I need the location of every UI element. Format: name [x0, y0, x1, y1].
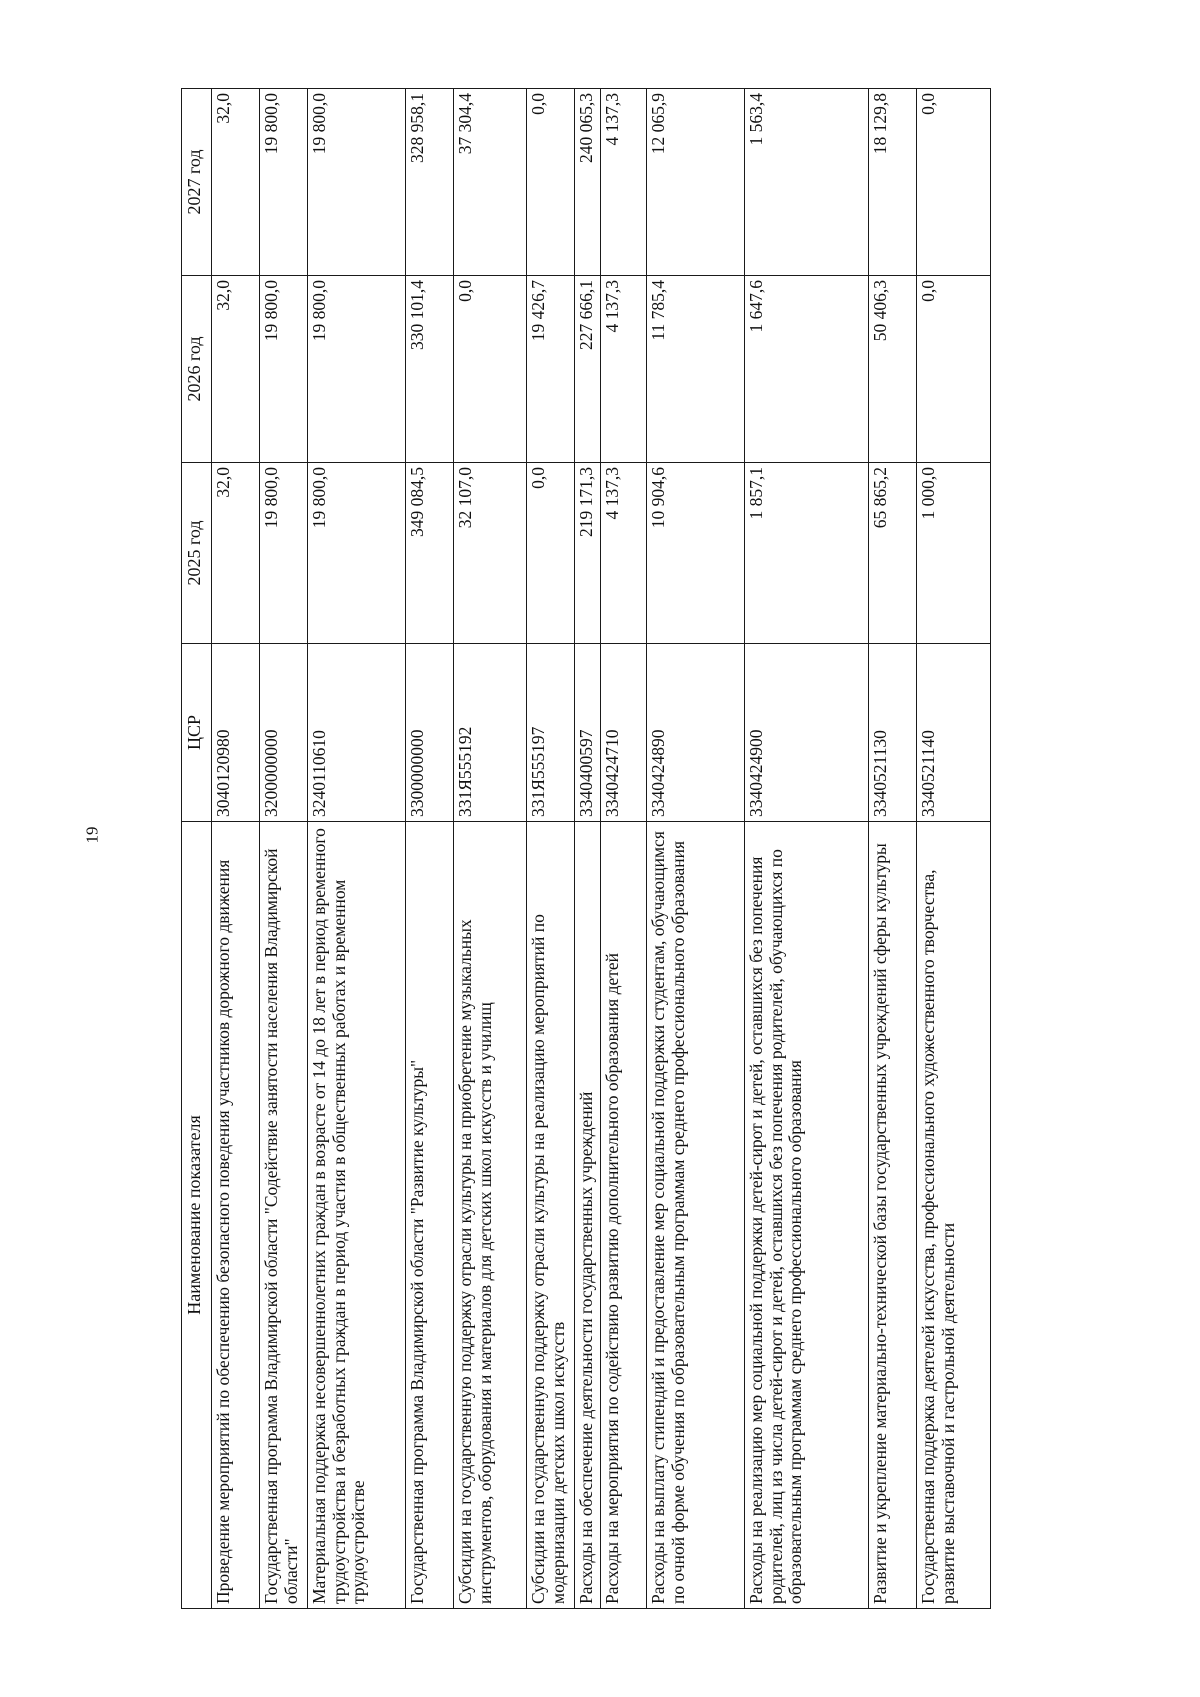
row-2025: 19 800,0: [260, 463, 308, 644]
row-2027: 18 129,8: [869, 89, 917, 276]
row-2026: 11 785,4: [647, 276, 745, 463]
row-name: Государственная программа Владимирской области "Развитие культуры": [406, 822, 454, 1609]
row-name: Развитие и укрепление материально-технической базы государственных учреждений сферы культуры: [869, 822, 917, 1609]
row-name: Расходы на выплату стипендий и предоставление мер социальной поддержки студентам, обучающимся по очной форме обучения по образовательным программам среднего профессионального образования: [647, 822, 745, 1609]
row-2027: 0,0: [917, 89, 991, 276]
row-2025: 10 904,6: [647, 463, 745, 644]
row-2025: 349 084,5: [406, 463, 454, 644]
row-code: 3200000000: [260, 644, 308, 822]
row-code: 3340424900: [745, 644, 869, 822]
row-2025: 219 171,3: [575, 463, 601, 644]
header-2025: 2025 год: [182, 463, 212, 644]
table-row: [308, 89, 406, 1609]
row-2027: 0,0: [527, 89, 575, 276]
header-2027: 2027 год: [182, 89, 212, 276]
row-2027: 37 304,4: [454, 89, 527, 276]
row-2025: 65 865,2: [869, 463, 917, 644]
row-2025: 32 107,0: [454, 463, 527, 644]
row-2025: 19 800,0: [308, 463, 406, 644]
row-2026: 1 647,6: [745, 276, 869, 463]
row-2025: 32,0: [212, 463, 260, 644]
row-2026: 50 406,3: [869, 276, 917, 463]
row-code: 3340521130: [869, 644, 917, 822]
table-row: [454, 89, 527, 1609]
row-2027: 19 800,0: [260, 89, 308, 276]
row-2025: 4 137,3: [601, 463, 647, 644]
row-name: Расходы на обеспечение деятельности государственных учреждений: [575, 822, 601, 1609]
row-code: 3300000000: [406, 644, 454, 822]
row-2025: 1 857,1: [745, 463, 869, 644]
header-code: ЦСР: [182, 644, 212, 822]
row-2025: 1 000,0: [917, 463, 991, 644]
row-2027: 1 563,4: [745, 89, 869, 276]
row-2027: 19 800,0: [308, 89, 406, 276]
table-row: [917, 89, 991, 1609]
table-row: [601, 89, 647, 1609]
row-code: 331Я555197: [527, 644, 575, 822]
row-2026: 19 426,7: [527, 276, 575, 463]
row-name: Субсидии на государственную поддержку отрасли культуры на реализацию мероприятий по модернизации детских школ искусств: [527, 822, 575, 1609]
row-code: 3340424890: [647, 644, 745, 822]
row-code: 331Я555192: [454, 644, 527, 822]
row-code: 3340400597: [575, 644, 601, 822]
row-2027: 4 137,3: [601, 89, 647, 276]
page-number: 19: [82, 826, 102, 844]
rotated-table-container: [181, 89, 991, 1609]
row-2027: 32,0: [212, 89, 260, 276]
table-row: [406, 89, 454, 1609]
row-2026: 330 101,4: [406, 276, 454, 463]
table-row: [260, 89, 308, 1609]
table-header-row: [182, 89, 212, 1609]
row-name: Субсидии на государственную поддержку отрасли культуры на приобретение музыкальных инструментов, оборудования и материалов для детских школ искусств и училищ: [454, 822, 527, 1609]
table-row: [745, 89, 869, 1609]
header-2026: 2026 год: [182, 276, 212, 463]
row-2026: 227 666,1: [575, 276, 601, 463]
table-row: [575, 89, 601, 1609]
row-code: 3340424710: [601, 644, 647, 822]
row-code: 3340521140: [917, 644, 991, 822]
row-2027: 328 958,1: [406, 89, 454, 276]
row-2027: 12 065,9: [647, 89, 745, 276]
row-code: 3240110610: [308, 644, 406, 822]
row-name: Государственная программа Владимирской области "Содействие занятости населения Владимирской области": [260, 822, 308, 1609]
row-2026: 32,0: [212, 276, 260, 463]
row-2026: 19 800,0: [308, 276, 406, 463]
row-name: Проведение мероприятий по обеспечению безопасного поведения участников дорожного движения: [212, 822, 260, 1609]
table-row: [527, 89, 575, 1609]
table-row: [647, 89, 745, 1609]
row-2026: 19 800,0: [260, 276, 308, 463]
row-name: Материальная поддержка несовершеннолетних граждан в возрасте от 14 до 18 лет в период временного трудоустройства и безработных граждан в период участия в общественных работах и временном трудоустройстве: [308, 822, 406, 1609]
row-name: Расходы на мероприятия по содействию развитию дополнительного образования детей: [601, 822, 647, 1609]
row-name: Государственная поддержка деятелей искусства, профессионального художественного творчества, развитие выставочной и гастрольной деятельности: [917, 822, 991, 1609]
row-2026: 4 137,3: [601, 276, 647, 463]
row-2027: 240 065,3: [575, 89, 601, 276]
header-name: Наименование показателя: [182, 822, 212, 1609]
row-code: 3040120980: [212, 644, 260, 822]
row-2025: 0,0: [527, 463, 575, 644]
row-2026: 0,0: [454, 276, 527, 463]
table-row: [869, 89, 917, 1609]
budget-table: [181, 88, 991, 1609]
row-name: Расходы на реализацию мер социальной поддержки детей-сирот и детей, оставшихся без попечения родителей, лиц из числа детей-сирот и детей, оставшихся без попечения родителей, обучающихся по образовательным программам среднего профессионального образования: [745, 822, 869, 1609]
row-2026: 0,0: [917, 276, 991, 463]
table-row: [212, 89, 260, 1609]
